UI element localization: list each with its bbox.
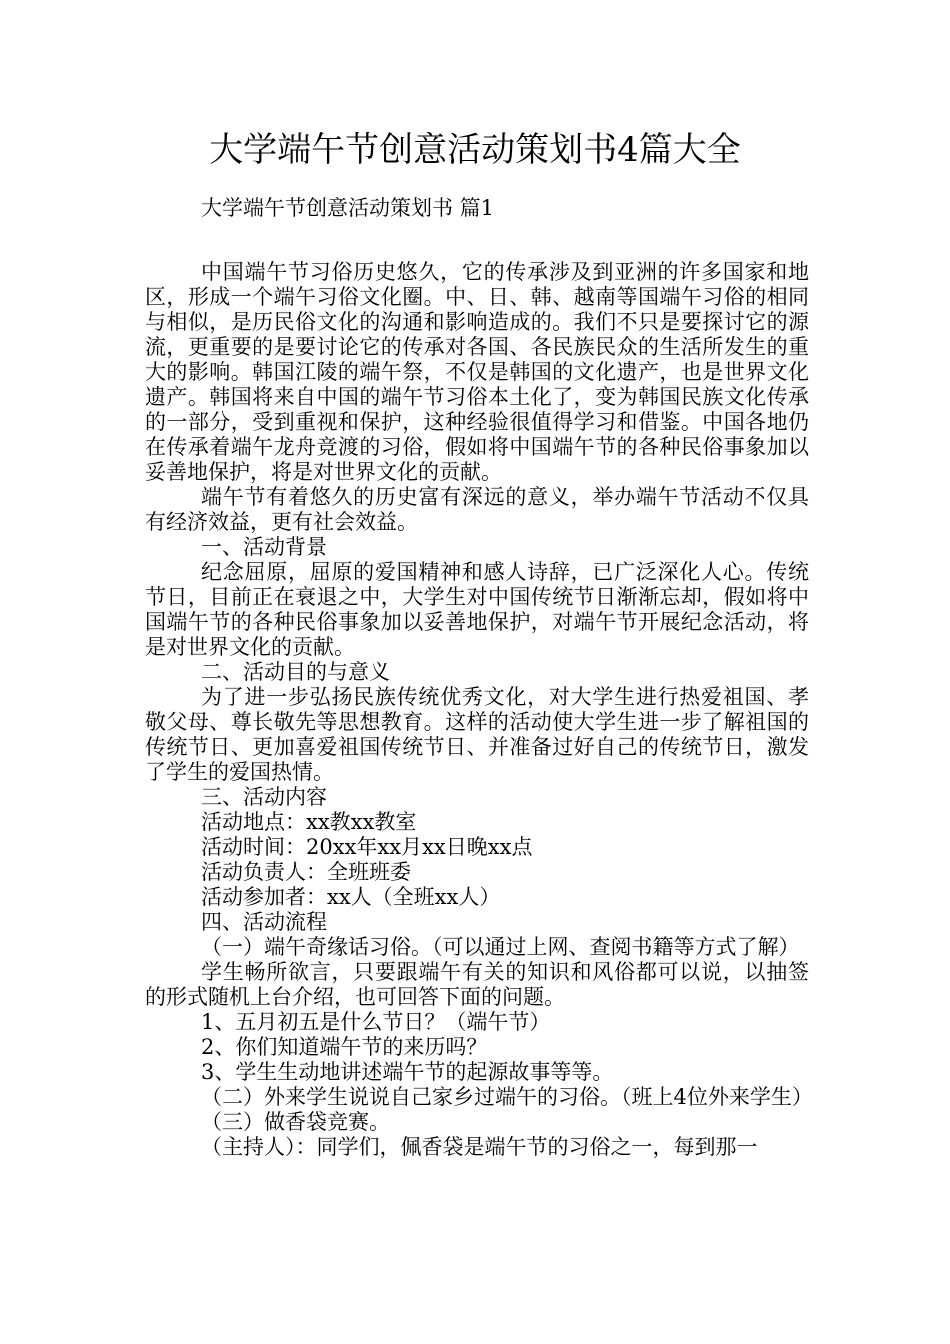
section-heading: 二、活动目的与意义	[201, 660, 390, 684]
activity-location: 活动地点：xx教xx教室	[201, 810, 417, 834]
activity-organizer: 活动负责人：全班班委	[201, 860, 411, 884]
paragraph: 为了进一步弘扬民族传统优秀文化，对大学生进行热爱祖国、孝敬父母、尊长敬先等思想教育。这样的活动使大学生进一步了解祖国的传统节日、更加喜爱祖国传统节日、并准备过好自己的传统节日，激发了学生的爱国热情。	[145, 685, 809, 784]
activity-participants: 活动参加者：xx人（全班xx人）	[201, 885, 501, 909]
section-heading: 四、活动流程	[201, 910, 327, 934]
activity-time: 活动时间：20xx年xx月xx日晚xx点	[201, 835, 533, 859]
list-item: 3、学生生动地讲述端午节的起源故事等等。	[201, 1060, 614, 1084]
section-heading: 三、活动内容	[201, 785, 327, 809]
paragraph: 学生畅所欲言，只要跟端午有关的知识和风俗都可以说，以抽签的形式随机上台介绍，也可回答下面的问题。	[145, 960, 809, 1009]
paragraph: 中国端午节习俗历史悠久，它的传承涉及到亚洲的许多国家和地区，形成一个端午习俗文化圈。中、日、韩、越南等国端午习俗的相同与相似，是历民俗文化的沟通和影响造成的。我们不只是要探讨它的源流，更重要的是要讨论它的传承对各国、各民族民众的生活所发生的重大的影响。韩国江陵的端午祭，不仅是韩国的文化遗产，也是世界文化遗产。韩国将来自中国的端午节习俗本土化了，变为韩国民族文化传承的一部分，受到重视和保护，这种经验很值得学习和借鉴。中国各地仍在传承着端午龙舟竞渡的习俗，假如将中国端午节的各种民俗事象加以妥善地保护，将是对世界文化的贡献。	[145, 260, 809, 484]
section-heading: 一、活动背景	[201, 535, 327, 559]
document-body	[145, 196, 813, 1160]
list-item: 1、五月初五是什么节日？（端午节）	[201, 1010, 551, 1034]
paragraph: （三）做香袋竞赛。	[201, 1110, 390, 1134]
section-subtitle: 大学端午节创意活动策划书 篇1	[201, 196, 495, 220]
list-item: 2、你们知道端午节的来历吗？	[201, 1035, 488, 1059]
paragraph: （二）外来学生说说自己家乡过端午的习俗。（班上4位外来学生）	[201, 1085, 813, 1109]
paragraph: （主持人）：同学们，佩香袋是端午节的习俗之一，每到那一	[201, 1135, 758, 1159]
paragraph: （一）端午奇缘话习俗。（可以通过上网、查阅书籍等方式了解）	[201, 935, 800, 959]
document-title: 大学端午节创意活动策划书4篇大全	[209, 130, 741, 170]
paragraph: 纪念屈原，屈原的爱国精神和感人诗辞，已广泛深化人心。传统节日，目前正在衰退之中，大学生对中国传统节日渐渐忘却，假如将中国端午节的各种民俗事象加以妥善地保护，对端午节开展纪念活动，将是对世界文化的贡献。	[145, 560, 809, 659]
paragraph: 端午节有着悠久的历史富有深远的意义，举办端午节活动不仅具有经济效益，更有社会效益。	[145, 485, 809, 534]
